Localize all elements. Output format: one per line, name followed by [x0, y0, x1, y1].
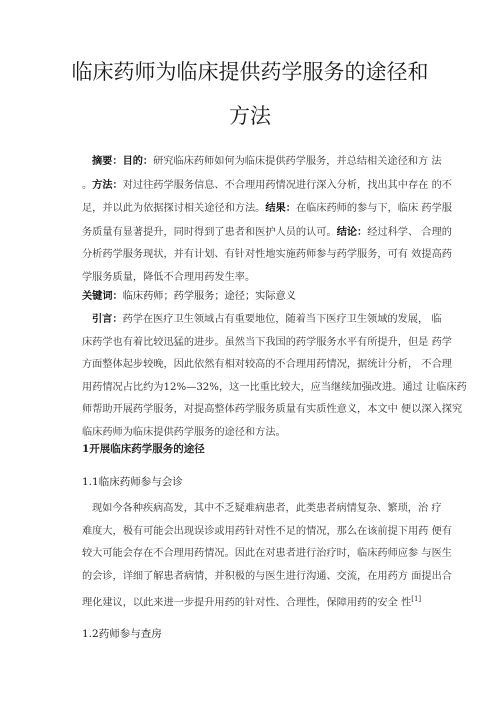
intro-line-3: 方面整体起步较晚，因此依然有相对较高的不合理用药情况，据统计分析， 不合理 [82, 359, 452, 370]
intro-label: 引言： [92, 313, 123, 325]
intro-block [82, 308, 467, 444]
method-label: 方法： [92, 178, 123, 191]
result-text: 在临床药师的参与下，临床 药学服 [295, 203, 452, 214]
title-line-1: 临床药师为临床提供药学服务的途径和 [71, 60, 429, 84]
intro-line-4: 用药情况占比约为12%—32%，这一比重比较大，应当继续加强改进。通过 让临床药 [82, 381, 467, 393]
subsection-1-2-heading: 1.2药师参与查房 [82, 628, 162, 640]
subsection-1-1-heading: 1.1临床药师参与会诊 [82, 476, 183, 488]
abstract-line-3 [82, 197, 452, 221]
purpose-text: 研究临床药师如何为临床提供药学服务，并总结相关途径和方 法 [153, 156, 442, 167]
conclusion-label: 结论： [336, 225, 368, 238]
s11-line-3: 较大可能会存在不合理用药情况。因此在对患者进行治疗时，临床药师应参 与医生 [82, 548, 452, 559]
keywords-line [82, 287, 296, 302]
s11-line-5 [82, 588, 436, 615]
intro-line-1 [82, 308, 442, 332]
s11-line-2: 难度大，极有可能会出现误诊或用药针对性不足的情况，那么在该前提下用药 便有 [82, 525, 452, 537]
s11-line-5-text: 理化建议，以此来进一步提升用药的针对性、合理性，保障用药的安全 性 [82, 597, 412, 609]
abstract-block [82, 150, 452, 289]
intro-line-2: 床药学也有着比较迅猛的进步。虽然当下我国的药学服务水平有所提升，但是 药学 [82, 336, 452, 348]
abstract-punct: 。 [82, 179, 93, 191]
section-1-heading: 1开展临床药学服务的途径 [82, 443, 205, 455]
s11-line-1: 现如今各种疾病高发，其中不乏疑难病患者，此类患者病情复杂、繁琐，治 疗 [92, 503, 442, 514]
paper-title [0, 50, 500, 138]
method-text-cont: 足，并以此为依据探讨相关途径和方法。 [82, 203, 266, 214]
result-label: 结果： [265, 202, 296, 214]
s11-line-4: 的会诊，详细了解患者病情，并积极的与医生进行沟通、交流，在用药方 面提出合 [82, 570, 452, 582]
conclusion-text: 经过科学、 合理的 [367, 226, 452, 238]
intro-line-6: 临床药师为临床提供药学服务的途径和方法。 [82, 426, 286, 438]
intro-text-1: 药学在医疗卫生领域占有重要地位，随着当下医疗卫生领域的发展， 临 [122, 314, 442, 325]
purpose-label: 目的： [122, 155, 154, 167]
result-text-cont: 务质量有显著提升，同时得到了患者和医护人员的认可。 [82, 226, 337, 238]
intro-line-5: 师帮助开展药学服务，对提高整体药学服务质量有实质性意义，本文中 便以深入探究 [82, 404, 463, 415]
abstract-line-4 [82, 221, 452, 245]
reference-marker: [1] [411, 595, 422, 603]
section-1-1-paragraph [82, 498, 452, 615]
abstract-line-6: 学服务质量，降低不合理用药发生率。 [82, 271, 256, 283]
keywords-label: 关键词： [82, 290, 123, 302]
title-line-2: 方法 [229, 104, 271, 128]
abstract-line-5: 分析药学服务现状，并有计划、有针对性地实施药师参与药学服务，可有 效提高药 [82, 249, 452, 260]
keywords-text: 临床药师；药学服务；途径；实际意义 [122, 291, 296, 302]
abstract-label: 摘要： [92, 155, 123, 167]
abstract-line-1 [82, 150, 442, 174]
abstract-line-2 [82, 174, 452, 198]
method-text: 对过往药学服务信息、不合理用药情况进行深入分析，找出其中存在 的不 [122, 179, 452, 191]
